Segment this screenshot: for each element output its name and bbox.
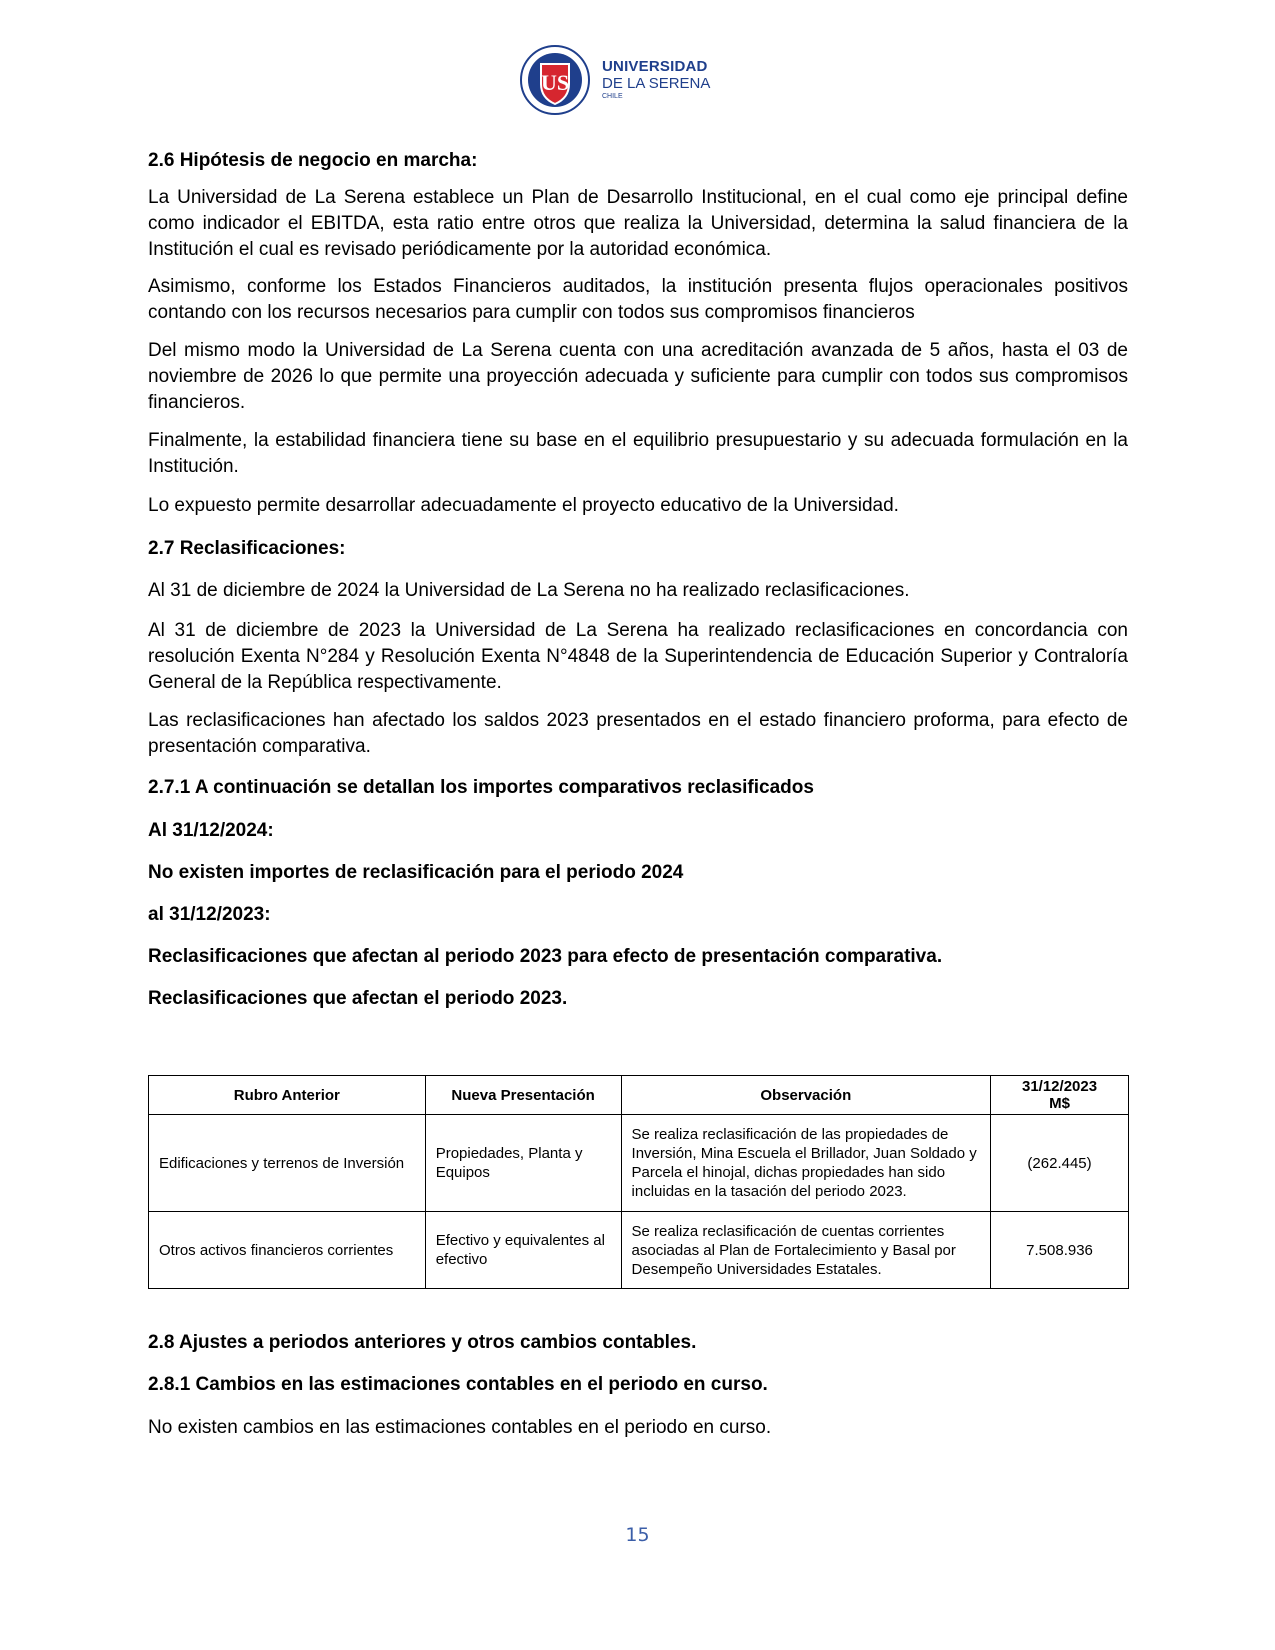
header-nueva-presentacion: Nueva Presentación <box>425 1076 621 1115</box>
university-seal-icon <box>519 44 591 116</box>
header-amount-date: 31/12/2023 <box>1021 1078 1098 1095</box>
section-2-7-1-title: 2.7.1 A continuación se detallan los importes comparativos reclasificados <box>148 777 814 798</box>
logo-line-1: UNIVERSIDAD <box>602 58 708 75</box>
page-number: 15 <box>625 1524 650 1546</box>
reclassification-table <box>148 1075 1129 1289</box>
logo-wordmark <box>602 58 710 101</box>
seal-letters: US <box>540 70 570 95</box>
cell-rubro: Edificaciones y terrenos de Inversión <box>149 1115 426 1212</box>
header-amount <box>991 1076 1129 1115</box>
section-2-8-title: 2.8 Ajustes a periodos anteriores y otros cambios contables. <box>148 1332 697 1353</box>
cell-observacion: Se realiza reclasificación de cuentas corrientes asociadas al Plan de Fortalecimiento y Basal por Desempeño Universidades Estatales. <box>621 1212 991 1289</box>
section-2-7-paragraph-1: Al 31 de diciembre de 2024 la Universidad de La Serena no ha realizado reclasificaciones. <box>148 580 910 601</box>
section-2-6-paragraph-1: La Universidad de La Serena establece un Plan de Desarrollo Institucional, en el cual como eje principal define como indicador el EBITDA, esta ratio entre otros que realiza la Universidad, determina la salud financiera de la Institución el cual es revisado periódicamente por la autoridad económica. <box>148 187 1128 260</box>
section-2-6-paragraph-3: Del mismo modo la Universidad de La Serena cuenta con una acreditación avanzada de 5 años, hasta el 03 de noviembre de 2026 lo que permite una proyección adecuada y suficiente para cumplir con todos sus compromisos financieros. <box>148 340 1128 413</box>
reclassification-2023-comparative: Reclasificaciones que afectan al periodo 2023 para efecto de presentación comparativa. <box>148 946 943 967</box>
cell-observacion: Se realiza reclasificación de las propiedades de Inversión, Mina Escuela el Brillador, Juan Soldado y Parcela el hinojal, dichas propiedades han sido incluidas en la tasación del periodo 2023. <box>621 1115 991 1212</box>
date-2024-heading: Al 31/12/2024: <box>148 820 274 841</box>
logo-line-2: DE LA SERENA <box>602 75 711 92</box>
section-2-6-paragraph-4: Finalmente, la estabilidad financiera tiene su base en el equilibrio presupuestario y su adecuada formulación en la Institución. <box>148 430 1128 477</box>
cell-rubro: Otros activos financieros corrientes <box>149 1212 426 1289</box>
logo-line-3: CHILE <box>602 93 623 100</box>
section-2-7-paragraph-2: Al 31 de diciembre de 2023 la Universidad de La Serena ha realizado reclasificaciones en concordancia con resolución Exenta N°284 y Resolución Exenta N°4848 de la Superintendencia de Educación Superior y Contraloría General de la República respectivamente. <box>148 620 1128 693</box>
section-2-8-1-title: 2.8.1 Cambios en las estimaciones contables en el periodo en curso. <box>148 1374 768 1395</box>
cell-nueva: Efectivo y equivalentes al efectivo <box>425 1212 621 1289</box>
university-logo <box>519 44 719 119</box>
table-row <box>149 1212 1129 1289</box>
reclassification-2023-heading: Reclasificaciones que afectan el periodo 2023. <box>148 988 568 1009</box>
table-header-row <box>149 1076 1129 1115</box>
section-2-7-title: 2.7 Reclasificaciones: <box>148 538 346 559</box>
header-amount-unit: M$ <box>1049 1095 1070 1112</box>
table-row <box>149 1115 1129 1212</box>
cell-amount: 7.508.936 <box>991 1212 1129 1289</box>
cell-amount: (262.445) <box>991 1115 1129 1212</box>
date-2023-heading: al 31/12/2023: <box>148 904 271 925</box>
no-reclassification-2024: No existen importes de reclasificación para el periodo 2024 <box>148 862 684 883</box>
section-2-6-paragraph-2: Asimismo, conforme los Estados Financieros auditados, la institución presenta flujos operacionales positivos contando con los recursos necesarios para cumplir con todos sus compromisos financieros <box>148 276 1128 323</box>
section-2-6-title: 2.6 Hipótesis de negocio en marcha: <box>148 150 478 171</box>
section-2-8-1-paragraph: No existen cambios en las estimaciones contables en el periodo en curso. <box>148 1417 772 1438</box>
section-2-6-paragraph-5: Lo expuesto permite desarrollar adecuadamente el proyecto educativo de la Universidad. <box>148 495 899 516</box>
header-observacion: Observación <box>621 1076 991 1115</box>
header-rubro-anterior: Rubro Anterior <box>149 1076 426 1115</box>
cell-nueva: Propiedades, Planta y Equipos <box>425 1115 621 1212</box>
section-2-7-paragraph-3: Las reclasificaciones han afectado los saldos 2023 presentados en el estado financiero proforma, para efecto de presentación comparativa. <box>148 710 1128 757</box>
